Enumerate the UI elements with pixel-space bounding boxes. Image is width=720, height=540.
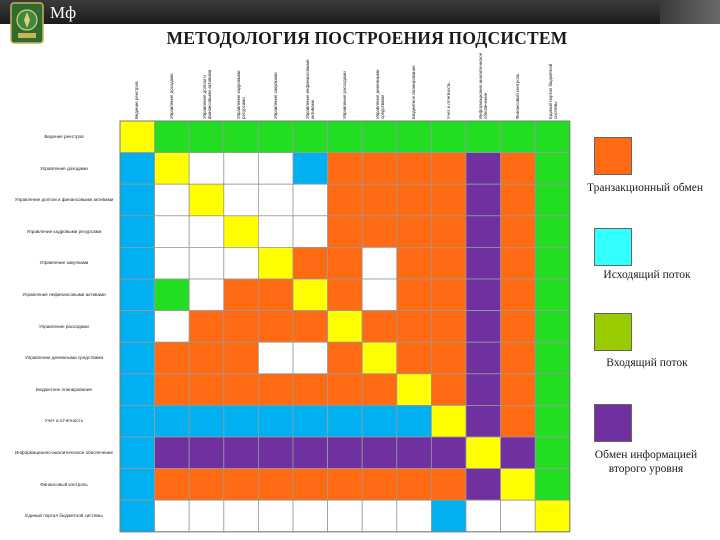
row-header: Управление расходами [39, 323, 89, 329]
matrix-cell [397, 279, 432, 311]
matrix-cell [120, 216, 155, 248]
matrix-cell [293, 279, 328, 311]
matrix-cell [224, 121, 259, 153]
matrix-cell [189, 469, 224, 501]
matrix-cell [258, 311, 293, 343]
matrix-cell [501, 342, 536, 374]
matrix-cell [293, 184, 328, 216]
matrix-cell [120, 437, 155, 469]
matrix-cell [535, 279, 570, 311]
column-header: Единый портал бюджетной системы [547, 63, 558, 119]
matrix-cell [328, 500, 363, 532]
matrix-cell [155, 279, 190, 311]
matrix-cell [155, 374, 190, 406]
matrix-cell [120, 279, 155, 311]
row-header: Управление доходами [40, 165, 88, 171]
matrix-cell [535, 469, 570, 501]
matrix-cell [189, 437, 224, 469]
column-header: Управление расходами [342, 71, 348, 119]
matrix-cell [224, 469, 259, 501]
matrix-cell [535, 342, 570, 374]
row-header: Учет и отчетность [44, 418, 84, 424]
matrix-cell [431, 216, 466, 248]
matrix-cell [362, 374, 397, 406]
legend-swatch-incoming [594, 313, 632, 351]
matrix-cell [431, 121, 466, 153]
matrix-cell [466, 437, 501, 469]
matrix-cell [501, 247, 536, 279]
matrix-cell [258, 500, 293, 532]
column-header: Информационно-аналитическое обеспечение [478, 52, 489, 119]
matrix-cell [155, 121, 190, 153]
matrix-cell [431, 437, 466, 469]
matrix-cell [328, 469, 363, 501]
matrix-cell [431, 469, 466, 501]
matrix-cell [189, 405, 224, 437]
matrix-cell [362, 405, 397, 437]
matrix-cell [466, 247, 501, 279]
column-header: Управление закупками [273, 72, 279, 119]
matrix-cell [397, 153, 432, 185]
matrix-cell [535, 247, 570, 279]
matrix-cell [189, 374, 224, 406]
matrix-cell [293, 437, 328, 469]
matrix-cell [328, 374, 363, 406]
matrix-cell [155, 216, 190, 248]
matrix-cell [362, 342, 397, 374]
matrix-cell [501, 500, 536, 532]
matrix-cell [397, 121, 432, 153]
matrix-cell [155, 247, 190, 279]
matrix-cell [466, 184, 501, 216]
matrix-cell [328, 216, 363, 248]
legend-label-incoming: Входящий поток [606, 357, 688, 369]
matrix-cell [397, 311, 432, 343]
matrix-cell [328, 405, 363, 437]
matrix-cell [293, 247, 328, 279]
matrix-cell [362, 500, 397, 532]
matrix-cell [155, 405, 190, 437]
row-header: Управление денежными средствами [24, 355, 104, 361]
matrix-cell [431, 374, 466, 406]
matrix-cell [155, 153, 190, 185]
matrix-cell [258, 279, 293, 311]
matrix-cell [224, 405, 259, 437]
matrix-cell [224, 247, 259, 279]
matrix-cell [362, 469, 397, 501]
matrix-cell [362, 437, 397, 469]
matrix-cell [224, 437, 259, 469]
matrix-cell [362, 121, 397, 153]
matrix-cell [120, 121, 155, 153]
matrix-cell [466, 374, 501, 406]
matrix-cell [501, 184, 536, 216]
row-header: Управление кадровыми ресурсами [26, 228, 102, 234]
page-title: МЕТОДОЛОГИЯ ПОСТРОЕНИЯ ПОДСИСТЕМ [166, 28, 568, 48]
matrix-cell [293, 311, 328, 343]
matrix-cell [293, 342, 328, 374]
matrix-cell [224, 311, 259, 343]
column-header: Управление кадровыми ресурсами [235, 70, 247, 119]
matrix-cell [120, 405, 155, 437]
matrix-cell [501, 153, 536, 185]
matrix-cell [155, 311, 190, 343]
matrix-cell [501, 374, 536, 406]
matrix-cell [466, 153, 501, 185]
matrix-cell [535, 374, 570, 406]
matrix-cell [362, 216, 397, 248]
matrix-cell [535, 121, 570, 153]
matrix-cell [397, 216, 432, 248]
matrix-cell [224, 342, 259, 374]
matrix-cell [535, 405, 570, 437]
matrix-cell [501, 279, 536, 311]
legend-label-second-level: Обмен информацией второго уровня [594, 449, 698, 475]
matrix-cell [397, 469, 432, 501]
matrix-cell [431, 279, 466, 311]
matrix-cell [431, 342, 466, 374]
legend-label-outgoing: Исходящий поток [603, 269, 691, 281]
matrix-cell [501, 216, 536, 248]
matrix-cell [120, 311, 155, 343]
matrix-cell [224, 374, 259, 406]
row-header: Ведение реестров [44, 134, 84, 140]
matrix-cell [155, 184, 190, 216]
matrix-cell [466, 405, 501, 437]
column-header: Бюджетное планирование [411, 65, 417, 119]
matrix-cell [328, 279, 363, 311]
matrix-cell [466, 311, 501, 343]
matrix-cell [362, 247, 397, 279]
matrix-cell [535, 216, 570, 248]
matrix-cell [258, 437, 293, 469]
matrix-cell [293, 469, 328, 501]
matrix-cell [189, 342, 224, 374]
matrix-cell [535, 437, 570, 469]
matrix-cell [258, 405, 293, 437]
matrix-cell [328, 184, 363, 216]
matrix-cell [501, 469, 536, 501]
matrix-cell [431, 247, 466, 279]
matrix-cell [224, 216, 259, 248]
matrix-cell [120, 247, 155, 279]
matrix-cell [258, 247, 293, 279]
matrix-cell [397, 247, 432, 279]
matrix-cell [328, 247, 363, 279]
legend-label-transaction: Транзакционный обмен [587, 182, 703, 194]
matrix-cell [258, 216, 293, 248]
column-header: Управление нефинансовыми активами [305, 59, 316, 119]
matrix-cell [397, 342, 432, 374]
matrix-cell [501, 437, 536, 469]
matrix-cell [328, 311, 363, 343]
matrix-cell [120, 469, 155, 501]
matrix-cell [224, 153, 259, 185]
matrix-cell [501, 121, 536, 153]
row-header: Финансовый контроль [40, 481, 88, 487]
matrix-cell [155, 437, 190, 469]
column-header: Управление денежными средствами [374, 69, 385, 119]
matrix-cell [155, 469, 190, 501]
matrix-cell [120, 342, 155, 374]
column-header: Учет и отчетность [446, 82, 452, 119]
matrix-cell [535, 500, 570, 532]
matrix-cell [189, 247, 224, 279]
matrix-cell [466, 279, 501, 311]
matrix-cell [466, 500, 501, 532]
matrix-cell [258, 469, 293, 501]
matrix-cell [466, 216, 501, 248]
column-header: Управление долгом и финансовыми активами [201, 69, 212, 119]
matrix-cell [258, 121, 293, 153]
matrix-cell [362, 153, 397, 185]
row-header: Управление долгом и финансовыми активами [14, 197, 114, 203]
matrix-cell [397, 437, 432, 469]
matrix-cell [397, 405, 432, 437]
matrix-cell [189, 279, 224, 311]
row-header: Управление закупками [39, 260, 89, 266]
matrix-cell [328, 153, 363, 185]
row-header: Единый портал бюджетной системы [25, 513, 103, 519]
matrix-cell [189, 500, 224, 532]
matrix-cell [258, 153, 293, 185]
legend-swatch-outgoing [594, 228, 632, 266]
matrix-cell [362, 279, 397, 311]
matrix-cell [120, 374, 155, 406]
matrix-cell [466, 121, 501, 153]
matrix-cell [155, 500, 190, 532]
matrix-cell [189, 153, 224, 185]
matrix-cell [431, 311, 466, 343]
column-header: Финансовый контроль [515, 73, 521, 119]
matrix-cell [466, 469, 501, 501]
matrix-cell [501, 311, 536, 343]
matrix-cell [189, 184, 224, 216]
matrix-cell [258, 342, 293, 374]
matrix-cell [362, 184, 397, 216]
matrix-cell [155, 342, 190, 374]
matrix-cell [189, 216, 224, 248]
matrix-cell [431, 184, 466, 216]
matrix-cell [293, 405, 328, 437]
matrix-cell [431, 153, 466, 185]
legend-swatch-transaction [594, 137, 632, 175]
matrix-cell [258, 184, 293, 216]
matrix-cell [328, 437, 363, 469]
row-header: Бюджетное планирование [35, 386, 93, 392]
matrix-cell [293, 374, 328, 406]
matrix-cell [293, 500, 328, 532]
matrix-cell [431, 405, 466, 437]
brand-text: Мф [50, 3, 77, 22]
matrix-cell [501, 405, 536, 437]
matrix-cell [224, 279, 259, 311]
matrix-cell [397, 184, 432, 216]
matrix-cell [293, 121, 328, 153]
matrix-cell [535, 153, 570, 185]
row-header: Информационно-аналитическое обеспечение [14, 450, 114, 456]
matrix-cell [293, 153, 328, 185]
matrix-cell [466, 342, 501, 374]
matrix-cell [397, 374, 432, 406]
matrix-cell [224, 184, 259, 216]
matrix-cell [120, 184, 155, 216]
legend-swatch-second-level [594, 404, 632, 442]
matrix-cell [120, 500, 155, 532]
row-header: Управление нефинансовыми активами [22, 292, 106, 298]
matrix-cell [535, 184, 570, 216]
matrix-cell [189, 311, 224, 343]
matrix-cell [224, 500, 259, 532]
matrix-cell [120, 153, 155, 185]
matrix-cell [535, 311, 570, 343]
column-header: Управление доходами [169, 73, 175, 119]
matrix-cell [293, 216, 328, 248]
matrix-cell [328, 121, 363, 153]
matrix-cell [362, 311, 397, 343]
matrix-cell [328, 342, 363, 374]
column-header: Ведение реестров [134, 81, 140, 119]
matrix-cell [431, 500, 466, 532]
matrix-cell [258, 374, 293, 406]
matrix-cell [189, 121, 224, 153]
matrix-cell [397, 500, 432, 532]
